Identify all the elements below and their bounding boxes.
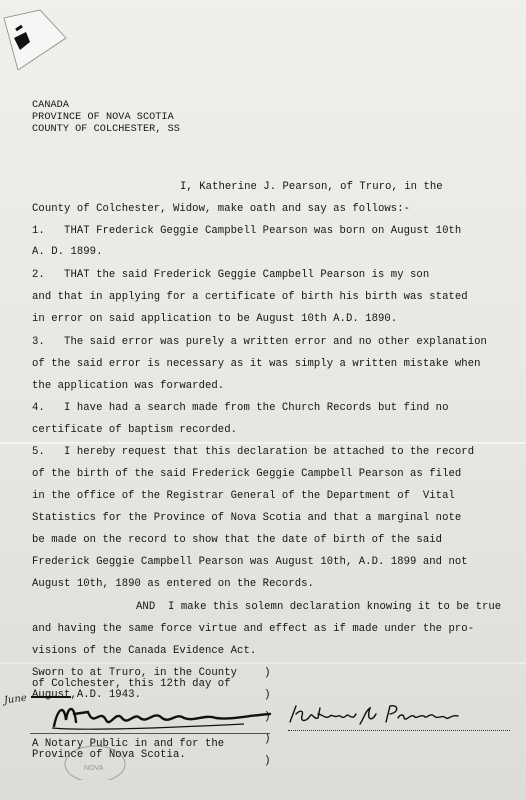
intro-line-1: I, Katherine J. Pearson, of Truro, in the bbox=[180, 181, 443, 193]
paragraph-line: 4. I have had a search made from the Church Records but find no bbox=[32, 402, 449, 414]
notary-signature bbox=[44, 698, 274, 734]
paragraph-line: 5. I hereby request that this declaration be attached to the record bbox=[32, 446, 475, 458]
closing-line: and having the same force virtue and effect as if made under the pro- bbox=[32, 623, 475, 635]
paragraph-line: 2. THAT the said Frederick Geggie Campbell Pearson is my son bbox=[32, 269, 430, 281]
paragraph-line: be made on the record to show that the date of birth of the said bbox=[32, 534, 443, 546]
closing-line: AND I make this solemn declaration knowing it to be true bbox=[136, 601, 502, 613]
jurat-brace: ) bbox=[264, 755, 271, 767]
handwritten-month-correction: June bbox=[3, 692, 28, 707]
notary-line-2: Province of Nova Scotia. bbox=[32, 749, 186, 761]
declarant-signature bbox=[286, 700, 476, 730]
paragraph-line: August 10th, 1890 as entered on the Records. bbox=[32, 578, 314, 590]
paragraph-line: and that in applying for a certificate of birth his birth was stated bbox=[32, 291, 468, 303]
paper-crease bbox=[0, 442, 526, 444]
closing-line: visions of the Canada Evidence Act. bbox=[32, 645, 257, 657]
notary-line-1: A Notary Public in and for the bbox=[32, 738, 225, 750]
jurat-brace: ) bbox=[264, 733, 271, 745]
svg-text:NOVA: NOVA bbox=[84, 765, 104, 772]
paragraph-line: in error on said application to be August 10th A.D. 1890. bbox=[32, 313, 398, 325]
jurat-brace: ) bbox=[264, 689, 271, 701]
jurat-line: Sworn to at Truro, in the County bbox=[32, 667, 238, 679]
notary-signature-line bbox=[30, 733, 270, 734]
paragraph-line: certificate of baptism recorded. bbox=[32, 424, 238, 436]
paragraph-line: A. D. 1899. bbox=[32, 246, 103, 258]
header-county: COUNTY OF COLCHESTER, SS bbox=[32, 124, 180, 135]
paper-crease bbox=[0, 662, 526, 664]
jurat-year: ,A.D. 1943. bbox=[70, 689, 141, 701]
declarant-signature-line bbox=[288, 730, 510, 731]
paragraph-line: 3. The said error was purely a written error and no other explanation bbox=[32, 336, 487, 348]
struck-month: August bbox=[32, 689, 71, 701]
jurat-brace: ) bbox=[264, 711, 271, 723]
intro-line-2: County of Colchester, Widow, make oath and say as follows:- bbox=[32, 203, 411, 215]
paragraph-line: Statistics for the Province of Nova Scotia and that a marginal note bbox=[32, 512, 462, 524]
header-province: PROVINCE OF NOVA SCOTIA bbox=[32, 112, 174, 123]
paragraph-line: Frederick Geggie Campbell Pearson was August 10th, A.D. 1899 and not bbox=[32, 556, 468, 568]
paragraph-line: of the said error is necessary as it was simply a written mistake when bbox=[32, 358, 481, 370]
paragraph-line: in the office of the Registrar General of the Department of Vital bbox=[32, 490, 455, 502]
header-country: CANADA bbox=[32, 100, 69, 111]
paragraph-line: 1. THAT Frederick Geggie Campbell Pearson was born on August 10th bbox=[32, 225, 462, 237]
jurat-line: of Colchester, this 12th day of bbox=[32, 678, 231, 690]
jurat-brace: ) bbox=[264, 667, 271, 679]
folded-corner-mark bbox=[0, 8, 70, 78]
paragraph-line: of the birth of the said Frederick Geggie Campbell Pearson as filed bbox=[32, 468, 462, 480]
paragraph-line: the application was forwarded. bbox=[32, 380, 225, 392]
